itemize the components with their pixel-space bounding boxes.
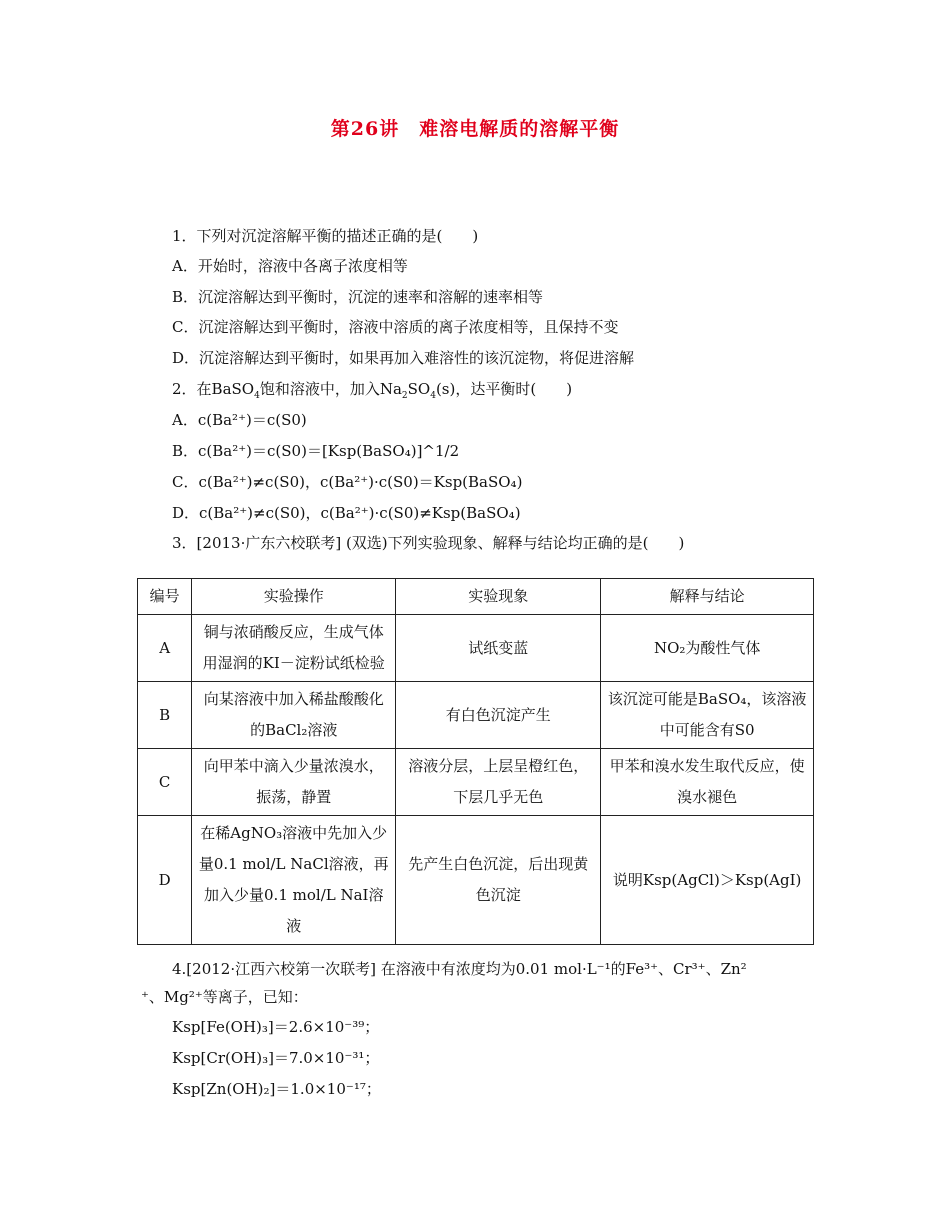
row-conclusion: 说明Ksp(AgCl)＞Ksp(AgI)	[601, 816, 814, 945]
row-conclusion: 该沉淀可能是BaSO₄，该溶液中可能含有S0	[601, 682, 814, 749]
row-phenomenon: 先产生白色沉淀，后出现黄色沉淀	[396, 816, 601, 945]
header-id: 编号	[138, 579, 192, 615]
q1-option-c: C．沉淀溶解达到平衡时，溶液中溶质的离子浓度相等，且保持不变	[172, 318, 619, 336]
q1-option-d: D．沉淀溶解达到平衡时，如果再加入难溶性的该沉淀物，将促进溶解	[172, 349, 635, 367]
row-conclusion: 甲苯和溴水发生取代反应，使溴水褪色	[601, 749, 814, 816]
q2-option-c: C．c(Ba²⁺)≠c(S0)，c(Ba²⁺)·c(S0)＝Ksp(BaSO₄)	[172, 473, 523, 491]
q2-stem: 2．在BaSO$_4$饱和溶液中，加入$Na_2SO_4(s)$，达平衡时( )	[172, 380, 573, 401]
row-operation: 向某溶液中加入稀盐酸酸化的BaCl₂溶液	[192, 682, 396, 749]
q1-option-b: B．沉淀溶解达到平衡时，沉淀的速率和溶解的速率相等	[172, 288, 544, 306]
q4-ksp-fe: Ksp[Fe(OH)₃]＝2.6×10⁻³⁹；	[172, 1018, 380, 1036]
row-id: D	[138, 816, 192, 945]
q4-stem-line2: ⁺、Mg²⁺等离子，已知：	[141, 988, 308, 1006]
table-row	[138, 816, 814, 945]
q3-stem: 3．[2013·广东六校联考] (双选)下列实验现象、解释与结论均正确的是( )	[172, 534, 685, 552]
row-phenomenon: 试纸变蓝	[396, 615, 601, 682]
q2-option-d: D．c(Ba²⁺)≠c(S0)，c(Ba²⁺)·c(S0)≠Ksp(BaSO₄)	[172, 504, 521, 522]
q2-option-b: B．c(Ba²⁺)＝c(S0)＝[Ksp(BaSO₄)]^1/2	[172, 442, 460, 460]
header-conclusion: 解释与结论	[601, 579, 814, 615]
table-row	[138, 682, 814, 749]
row-phenomenon: 溶液分层，上层呈橙红色，下层几乎无色	[396, 749, 601, 816]
table-row	[138, 749, 814, 816]
row-conclusion: NO₂为酸性气体	[601, 615, 814, 682]
header-operation: 实验操作	[192, 579, 396, 615]
q4-ksp-zn: Ksp[Zn(OH)₂]＝1.0×10⁻¹⁷；	[172, 1080, 381, 1098]
page-title: 第26讲 难溶电解质的溶解平衡	[330, 118, 620, 140]
row-id: C	[138, 749, 192, 816]
row-id: B	[138, 682, 192, 749]
row-operation: 铜与浓硝酸反应，生成气体用湿润的KI－淀粉试纸检验	[192, 615, 396, 682]
header-phenomenon: 实验现象	[396, 579, 601, 615]
row-operation: 在稀AgNO₃溶液中先加入少量0.1 mol/L NaCl溶液，再加入少量0.1 mol/L NaI溶液	[192, 816, 396, 945]
q1-option-a: A．开始时，溶液中各离子浓度相等	[172, 257, 408, 275]
q4-ksp-cr: Ksp[Cr(OH)₃]＝7.0×10⁻³¹；	[172, 1049, 380, 1067]
q2-option-a: A．c(Ba²⁺)＝c(S0)	[172, 411, 307, 429]
q4-stem-line1: 4.[2012·江西六校第一次联考] 在溶液中有浓度均为0.01 mol·L⁻¹的Fe³⁺、Cr³⁺、Zn²	[172, 960, 747, 978]
q1-stem: 1．下列对沉淀溶解平衡的描述正确的是( )	[172, 227, 479, 245]
row-phenomenon: 有白色沉淀产生	[396, 682, 601, 749]
table-header-row	[138, 579, 814, 615]
experiment-table	[137, 578, 814, 945]
row-operation: 向甲苯中滴入少量浓溴水，振荡，静置	[192, 749, 396, 816]
table-row	[138, 615, 814, 682]
row-id: A	[138, 615, 192, 682]
